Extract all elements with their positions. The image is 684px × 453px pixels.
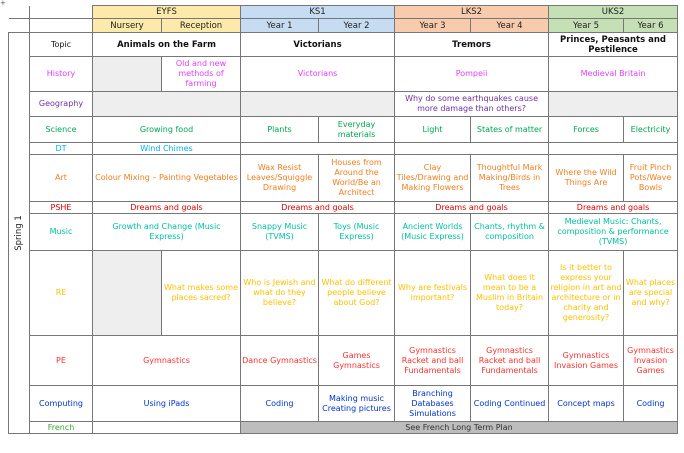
- stage-header-ks1: KS1: [241, 6, 395, 19]
- science-year-1: Plants: [241, 117, 319, 143]
- geography-lks2: Why do some earthquakes cause more damage than others?: [395, 92, 549, 117]
- computing-year-5: Concept maps: [549, 386, 624, 422]
- french-eyfs-empty: [93, 422, 241, 434]
- curriculum-table-wrapper: [8, 5, 678, 434]
- blank-corner-cell: [30, 19, 93, 33]
- blank-corner-cell: [30, 6, 93, 19]
- year-header-year-6: Year 6: [624, 19, 678, 33]
- re-reception: What makes some places sacred?: [162, 251, 241, 336]
- year-header-reception: Reception: [162, 19, 241, 33]
- computing-eyfs: Using iPads: [93, 386, 241, 422]
- curriculum-table: [8, 5, 678, 434]
- geography-ks1-empty: [241, 92, 395, 117]
- term-label-cell: [9, 33, 30, 434]
- pshe-ks1: Dreams and goals: [241, 202, 395, 214]
- science-row: [9, 117, 678, 143]
- pe-year-3: Gymnastics Racket and ball Fundamentals: [395, 336, 471, 386]
- art-eyfs: Colour Mixing – Painting Vegetables: [93, 155, 241, 202]
- music-row: [9, 214, 678, 251]
- year-header-row: [9, 19, 678, 33]
- science-year-6: Electricity: [624, 117, 678, 143]
- dt-uks2-empty: [549, 143, 678, 155]
- subject-label-french: French: [30, 422, 93, 434]
- re-year-3: Why are festivals important?: [395, 251, 471, 336]
- art-row: [9, 155, 678, 202]
- pe-year-2: Games Gymnastics: [319, 336, 395, 386]
- computing-row: [9, 386, 678, 422]
- blank-corner-cell: [9, 6, 30, 19]
- geography-uks2-empty: [549, 92, 678, 117]
- subject-label-dt: DT: [30, 143, 93, 155]
- subject-label-science: Science: [30, 117, 93, 143]
- topic-lks2: Tremors: [395, 33, 549, 57]
- french-long-term-plan: See French Long Term Plan: [241, 422, 678, 434]
- pe-row: [9, 336, 678, 386]
- subject-label-pshe: PSHE: [30, 202, 93, 214]
- history-uks2: Medieval Britain: [549, 57, 678, 92]
- year-header-nursery: Nursery: [93, 19, 162, 33]
- geography-eyfs-empty: [93, 92, 241, 117]
- subject-label-pe: PE: [30, 336, 93, 386]
- subject-label-history: History: [30, 57, 93, 92]
- music-year-1: Snappy Music (TVMS): [241, 214, 319, 251]
- art-year-4: Thoughtful Mark Making/Birds in Trees: [471, 155, 549, 202]
- year-header-year-3: Year 3: [395, 19, 471, 33]
- pshe-eyfs: Dreams and goals: [93, 202, 241, 214]
- re-year-6: What places are special and why?: [624, 251, 678, 336]
- pshe-lks2: Dreams and goals: [395, 202, 549, 214]
- year-header-year-5: Year 5: [549, 19, 624, 33]
- subject-label-geography: Geography: [30, 92, 93, 117]
- art-year-3: Clay Tiles/Drawing and Making Flowers: [395, 155, 471, 202]
- re-year-2: What do different people believe about God?: [319, 251, 395, 336]
- stage-header-lks2: LKS2: [395, 6, 549, 19]
- stage-header-row: [9, 6, 678, 19]
- term-label: Spring 1: [14, 215, 24, 251]
- subject-label-music: Music: [30, 214, 93, 251]
- geography-row: [9, 92, 678, 117]
- science-eyfs: Growing food: [93, 117, 241, 143]
- pe-year-5: Gymnastics Invasion Games: [549, 336, 624, 386]
- history-ks1: Victorians: [241, 57, 395, 92]
- art-year-6: Fruit Pinch Pots/Wave Bowls: [624, 155, 678, 202]
- history-row: [9, 57, 678, 92]
- science-year-5: Forces: [549, 117, 624, 143]
- french-row: [9, 422, 678, 434]
- subject-label-re: RE: [30, 251, 93, 336]
- history-nursery-empty: [93, 57, 162, 92]
- art-year-2: Houses from Around the World/Be an Architect: [319, 155, 395, 202]
- dt-lks2-empty: [395, 143, 549, 155]
- science-year-4: States of matter: [471, 117, 549, 143]
- year-header-year-2: Year 2: [319, 19, 395, 33]
- science-year-2: Everyday materials: [319, 117, 395, 143]
- stage-header-uks2: UKS2: [549, 6, 678, 19]
- subject-label-topic: Topic: [30, 33, 93, 57]
- topic-uks2: Princes, Peasants and Pestilence: [549, 33, 678, 57]
- topic-ks1: Victorians: [241, 33, 395, 57]
- stage-header-eyfs: EYFS: [93, 6, 241, 19]
- computing-year-4: Coding Continued: [471, 386, 549, 422]
- topic-eyfs: Animals on the Farm: [93, 33, 241, 57]
- music-year-3: Ancient Worlds (Music Express): [395, 214, 471, 251]
- music-year-4: Chants, rhythm & composition: [471, 214, 549, 251]
- year-header-year-1: Year 1: [241, 19, 319, 33]
- re-year-5: Is it better to express your religion in art and architecture or in charity and generosity?: [549, 251, 624, 336]
- pe-eyfs: Gymnastics: [93, 336, 241, 386]
- computing-year-2: Making music Creating pictures: [319, 386, 395, 422]
- history-lks2: Pompeii: [395, 57, 549, 92]
- music-uks2: Medieval Music: Chants, composition & performance (TVMS): [549, 214, 678, 251]
- computing-year-6: Coding: [624, 386, 678, 422]
- subject-label-art: Art: [30, 155, 93, 202]
- re-row: [9, 251, 678, 336]
- re-nursery-empty: [93, 251, 162, 336]
- pshe-row: [9, 202, 678, 214]
- dt-eyfs: Wind Chimes: [93, 143, 241, 155]
- art-year-1: Wax Resist Leaves/Squiggle Drawing: [241, 155, 319, 202]
- history-reception: Old and new methods of farming: [162, 57, 241, 92]
- year-header-year-4: Year 4: [471, 19, 549, 33]
- music-year-2: Toys (Music Express): [319, 214, 395, 251]
- pshe-uks2: Dreams and goals: [549, 202, 678, 214]
- art-year-5: Where the Wild Things Are: [549, 155, 624, 202]
- dt-ks1-empty: [241, 143, 395, 155]
- topic-row: [9, 33, 678, 57]
- pe-year-1: Dance Gymnastics: [241, 336, 319, 386]
- pe-year-4: Gymnastics Racket and ball Fundamentals: [471, 336, 549, 386]
- blank-corner-cell: [9, 19, 30, 33]
- re-year-4: What does it mean to be a Muslim in Britain today?: [471, 251, 549, 336]
- science-year-3: Light: [395, 117, 471, 143]
- re-year-1: Who is Jewish and what do they believe?: [241, 251, 319, 336]
- computing-year-3: Branching Databases Simulations: [395, 386, 471, 422]
- subject-label-computing: Computing: [30, 386, 93, 422]
- computing-year-1: Coding: [241, 386, 319, 422]
- corner-mark: +: [0, 0, 6, 7]
- music-eyfs: Growth and Change (Music Express): [93, 214, 241, 251]
- pe-year-6: Gymnastics Invasion Games: [624, 336, 678, 386]
- dt-row: [9, 143, 678, 155]
